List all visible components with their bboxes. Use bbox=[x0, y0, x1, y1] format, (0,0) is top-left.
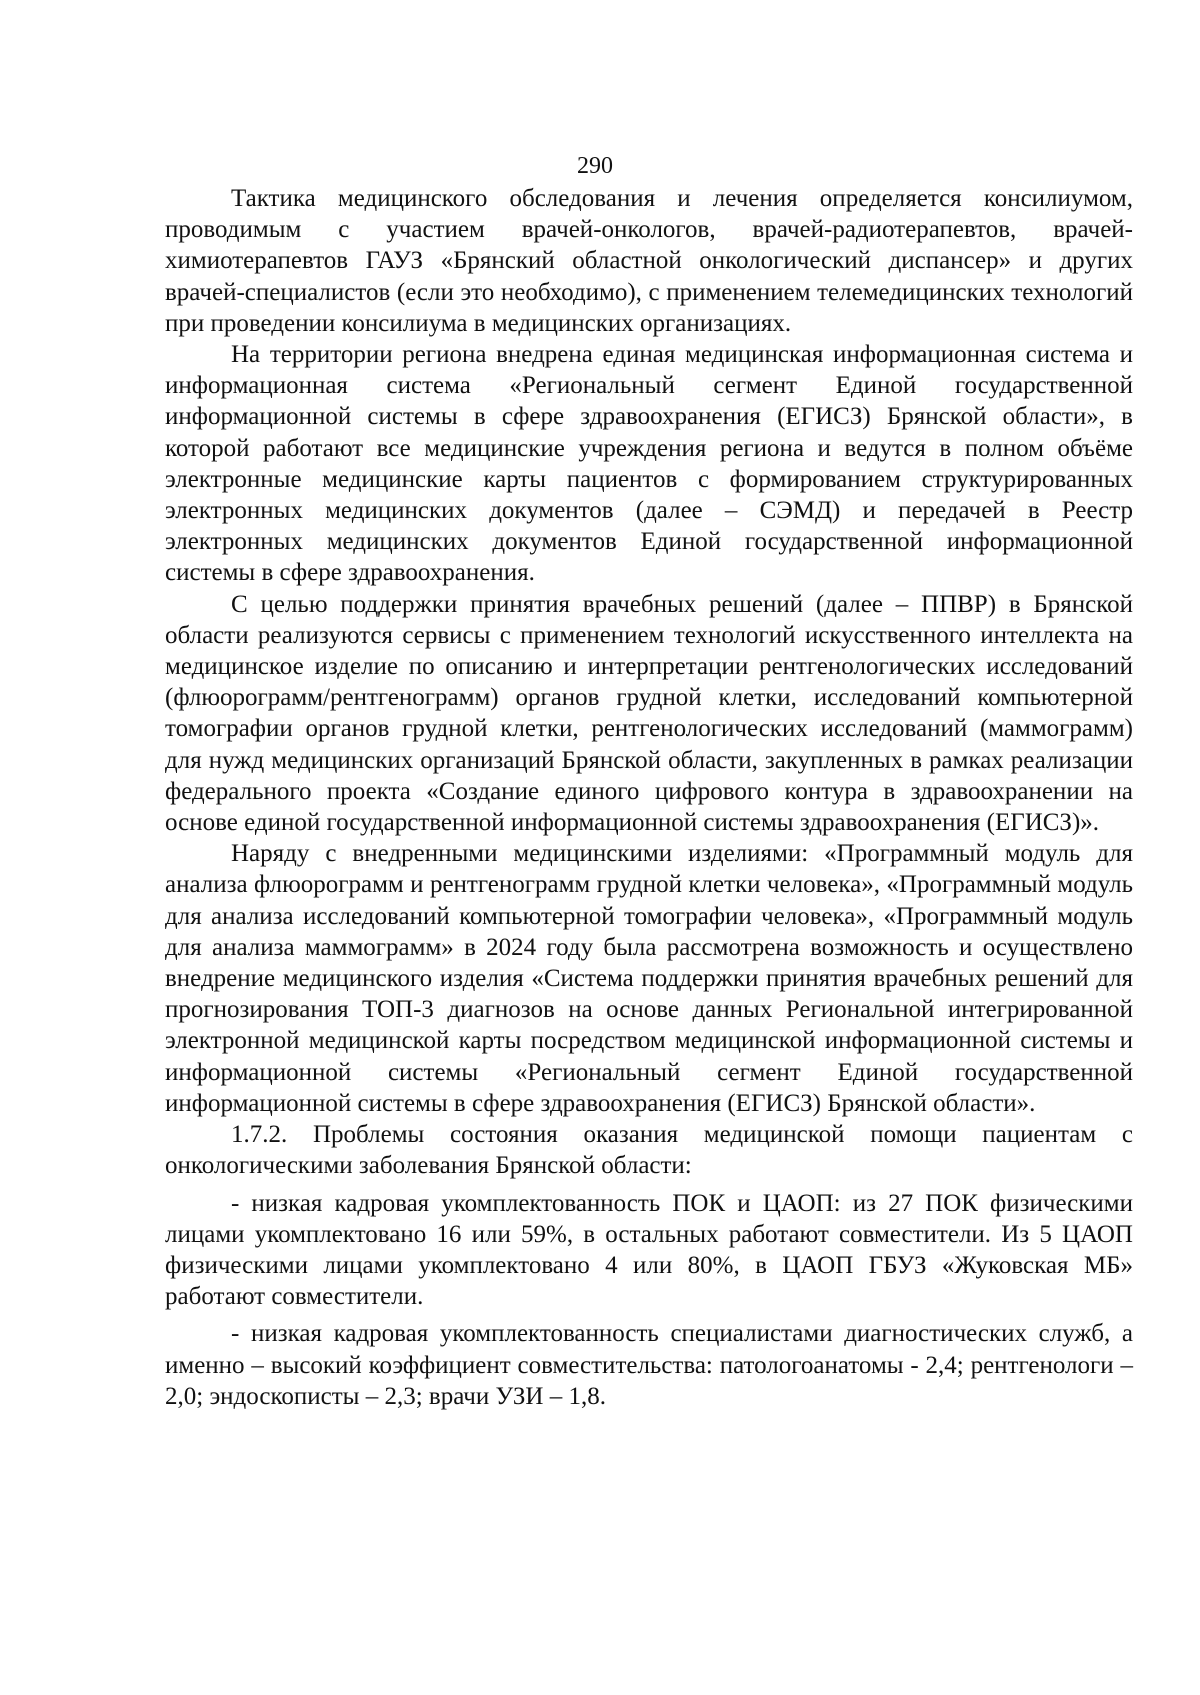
body-text bbox=[165, 183, 1133, 1412]
page-number: 290 bbox=[577, 153, 613, 179]
paragraph-medical-devices: Наряду с внедренными медицинскими изделиями: «Программный модуль для анализа флюорограмм и рентгенограмм грудной клетки человека», «Программный модуль для анализа исследований компьютерной томографии человека», «Программный модуль для анализа маммограмм» в 2024 году была рассмотрена возможность и осуществлено внедрение медицинского изделия «Система поддержки принятия врачебных решений для прогнозирования ТОП-3 диагнозов на основе данных Региональной интегрированной электронной медицинской карты посредством медицинской информационной системы и информационной системы «Региональный сегмент Единой государственной информационной системы в сфере здравоохранения (ЕГИСЗ) Брянской области». bbox=[165, 840, 1133, 1117]
list-item-staffing: - низкая кадровая укомплектованность ПОК и ЦАОП: из 27 ПОК физическими лицами укомплектовано 16 или 59%, в остальных работают совместители. Из 5 ЦАОП физическими лицами укомплектовано 4 или 80%, в ЦАОП ГБУЗ «Жуковская МБ» работают совместители. bbox=[165, 1189, 1133, 1311]
paragraph-information-system: На территории региона внедрена единая медицинская информационная система и информационная система «Региональный сегмент Единой государственной информационной системы в сфере здравоохранения (ЕГИСЗ) Брянской области», в которой работают все медицинские учреждения региона и ведутся в полном объёме электронные медицинские карты пациентов с формированием структурированных электронных медицинских документов (далее – СЭМД) и передачей в Реестр электронных медицинских документов Единой государственной информационной системы в сфере здравоохранения. bbox=[165, 341, 1133, 587]
list-item-diagnostic-staffing: - низкая кадровая укомплектованность специалистами диагностических служб, а именно – высокий коэффициент совместительства: патологоанатомы - 2,4; рентгенологи – 2,0; эндоскописты – 2,3; врачи УЗИ – 1,8. bbox=[165, 1320, 1133, 1410]
paragraph-consilium: Тактика медицинского обследования и лечения определяется консилиумом, проводимым с участием врачей-онкологов, врачей-радиотерапевтов, врачей-химиотерапевтов ГАУЗ «Брянский областной онкологический диспансер» и других врачей-специалистов (если это необходимо), с применением телемедицинских технологий при проведении консилиума в медицинских организациях. bbox=[165, 185, 1133, 337]
paragraph-decision-support: С целью поддержки принятия врачебных решений (далее – ППВР) в Брянской области реализуются сервисы с применением технологий искусственного интеллекта на медицинское изделие по описанию и интерпретации рентгенологических исследований (флюорограмм/рентгенограмм) органов грудной клетки, исследований компьютерной томографии органов грудной клетки, рентгенологических исследований (маммограмм) для нужд медицинских организаций Брянской области, закупленных в рамках реализации федерального проекта «Создание единого цифрового контура в здравоохранении на основе единой государственной информационной системы здравоохранения (ЕГИСЗ)». bbox=[165, 590, 1133, 837]
section-heading-problems: 1.7.2. Проблемы состояния оказания медицинской помощи пациентам с онкологическими заболевания Брянской области: bbox=[165, 1121, 1133, 1180]
